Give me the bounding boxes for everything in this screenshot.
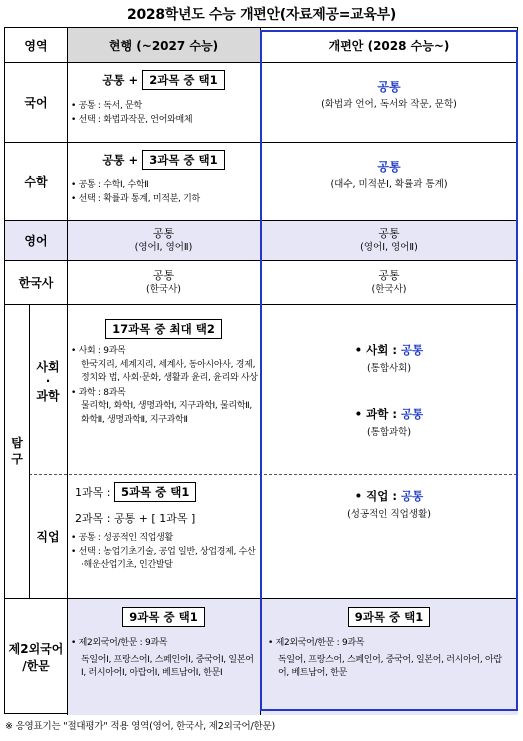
reform-job-sub: (성공적인 직업생활): [347, 509, 431, 520]
row-label-math: 수학: [24, 174, 48, 189]
korean-bullet-select: • 선택 : 화법과작문, 언어와매체: [71, 114, 193, 125]
inquiry-job-reform: [260, 474, 518, 598]
english-reform: [260, 220, 518, 260]
inquiry-social-reform: [260, 304, 518, 474]
social-list: 한국지리, 세계지리, 세계사, 동아시아사, 경제, 정치와 법, 사회·문화, 생활과 윤리, 윤리와 사상: [81, 359, 258, 383]
math-reform-main: 공통: [377, 160, 401, 174]
inquiry-current-box: 17과목 중 최대 택2: [105, 319, 222, 339]
history-current-main: 공통: [152, 269, 175, 282]
math-reform: [260, 142, 518, 220]
reform-social-prefix: • 사회 :: [354, 343, 397, 357]
korean-current-prefix: 공통 +: [102, 73, 139, 87]
inquiry-job-current: [67, 474, 260, 598]
english-reform-sub: (영어Ⅰ, 영어Ⅱ): [360, 242, 418, 253]
math-current-prefix: 공통 +: [102, 153, 139, 167]
science-head: • 과학 : 8과목: [71, 387, 126, 398]
math-current-box: 3과목 중 택1: [142, 150, 224, 170]
reform-job-main: 공통: [400, 489, 424, 503]
page-title: 2028학년도 수능 개편안(자료제공=교육부): [127, 7, 396, 23]
reform-science-main: 공통: [400, 407, 424, 421]
foreign-current: [67, 598, 260, 715]
row-label-english: 영어: [5, 220, 67, 260]
foreign-reform-list: 독일어, 프랑스어, 스페인어, 중국어, 일본어, 러시아어, 아랍어, 베트남어, 한문: [278, 654, 502, 678]
history-reform-sub: (한국사): [371, 284, 407, 295]
job-bullet-common: • 공통 : 성공적인 직업생활: [71, 533, 173, 543]
korean-current: [67, 62, 260, 142]
foreign-reform: [260, 598, 518, 715]
korean-reform: [260, 62, 518, 142]
reform-science-prefix: • 과학 :: [354, 407, 397, 421]
sublabel-social-science: 사회 · 과학: [36, 360, 60, 403]
reform-social-main: 공통: [400, 343, 424, 357]
english-reform-main: 공통: [378, 227, 400, 240]
history-current-sub: (한국사): [146, 284, 181, 295]
math-current: [67, 142, 260, 220]
job-bullet-select: • 선택 : 농업기초기술, 공업 일반, 상업경제, 수산·해운산업기초, 인간발달: [71, 546, 256, 570]
history-reform-main: 공통: [378, 269, 400, 282]
foreign-reform-box: 9과목 중 택1: [348, 607, 430, 627]
social-head: • 사회 : 9과목: [71, 346, 126, 356]
row-label-history: 한국사: [18, 275, 54, 290]
korean-bullet-common: • 공통 : 독서, 문학: [71, 101, 142, 111]
foreign-current-box: 9과목 중 택1: [122, 607, 204, 627]
job-line1-prefix: 1과목 :: [75, 486, 111, 499]
english-current-main: 공통: [152, 227, 175, 240]
header-area: 영역: [24, 38, 48, 53]
foreign-current-list: 독일어Ⅰ, 프랑스어Ⅰ, 스페인어Ⅰ, 중국어Ⅰ, 일본어Ⅰ, 러시아어Ⅰ, 아랍어Ⅰ, 베트남어Ⅰ, 한문Ⅰ: [81, 654, 254, 678]
korean-current-box: 2과목 중 택1: [142, 70, 224, 90]
inquiry-social-current: [67, 304, 260, 474]
reform-science-sub: (통합과학): [366, 427, 412, 438]
row-label-foreign: 제2외국어 /한문: [8, 641, 64, 673]
math-bullet-select: • 선택 : 확률과 통계, 미적분, 기하: [71, 193, 200, 204]
reform-social-sub: (통합사회): [366, 363, 412, 374]
math-reform-sub: (대수, 미적분Ⅰ, 확률과 통계): [330, 179, 448, 190]
header-current: 현행 (~2027 수능): [67, 28, 260, 62]
row-label-inquiry: 탐구: [11, 436, 23, 466]
footnote: ※ 응영표기는 "절대평가" 적용 영역(영어, 한국사, 제2외국어/한문): [5, 721, 275, 732]
sublabel-job: 직업: [36, 529, 60, 544]
history-current: [67, 260, 260, 304]
foreign-current-head: • 제2외국어/한문 : 9과목: [71, 638, 168, 648]
foreign-reform-head: • 제2외국어/한문 : 9과목: [268, 638, 365, 648]
english-current-sub: (영어Ⅰ, 영어Ⅱ): [134, 242, 193, 253]
job-line2: 2과목 : 공통 + [ 1과목 ]: [75, 512, 196, 525]
history-reform: [260, 260, 518, 304]
korean-reform-main: 공통: [377, 80, 401, 94]
job-line1-box: 5과목 중 택1: [114, 482, 196, 502]
math-bullet-common: • 공통 : 수학Ⅰ, 수학Ⅱ: [71, 180, 149, 190]
comparison-table: [4, 27, 518, 714]
header-reform: 개편안 (2028 수능~): [328, 38, 450, 53]
english-current: [67, 220, 260, 260]
science-list: 물리학Ⅰ, 화학Ⅰ, 생명과학Ⅰ, 지구과학Ⅰ, 물리학Ⅱ, 화학Ⅱ, 생명과학Ⅱ, 지구과학Ⅱ: [81, 401, 252, 425]
reform-job-prefix: • 직업 :: [354, 489, 397, 503]
row-label-korean: 국어: [24, 95, 48, 110]
korean-reform-sub: (화법과 언어, 독서와 작문, 문학): [321, 99, 457, 110]
